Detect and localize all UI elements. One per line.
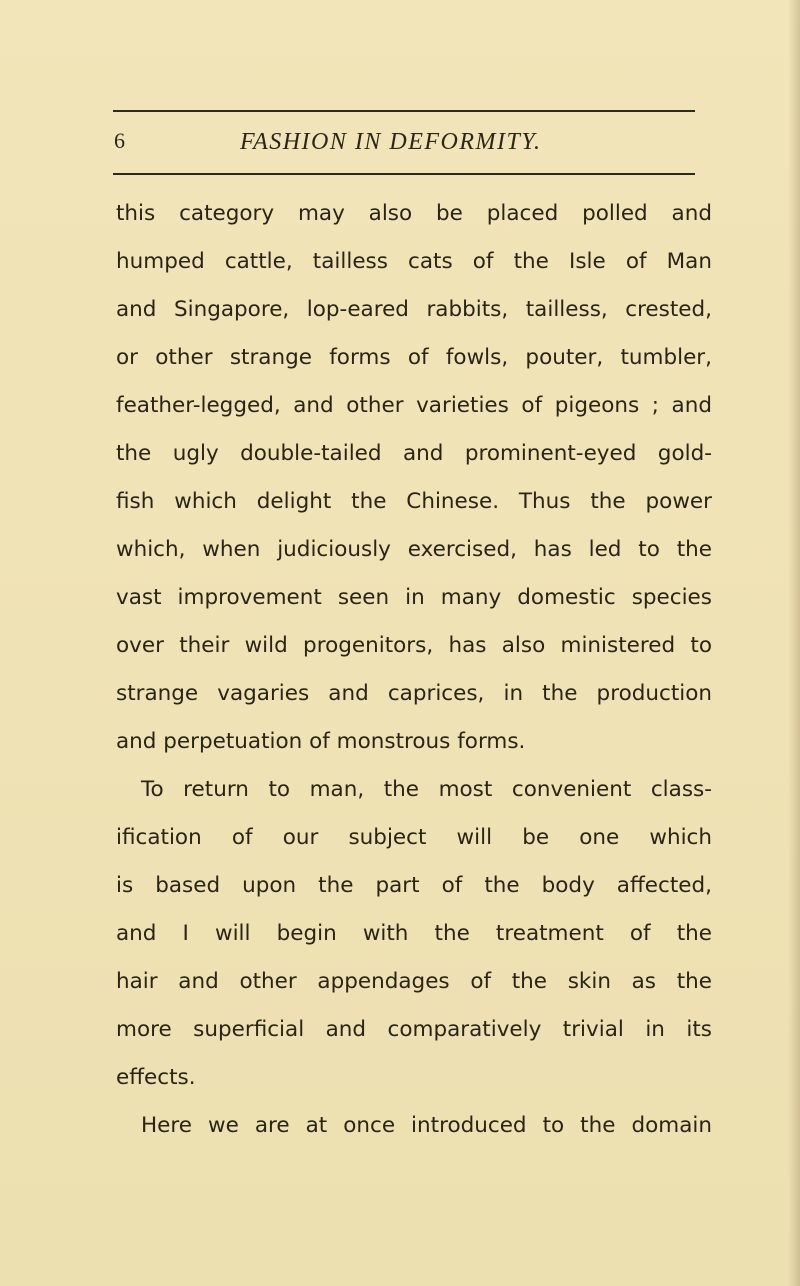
text-line: hair and other appendages of the skin as the: [116, 969, 712, 994]
body-text: [116, 190, 712, 1150]
text-line: vast improvement seen in many domestic species: [116, 585, 712, 610]
text-line-paragraph-start: Here we are at once introduced to the domain: [141, 1113, 712, 1138]
text-line: humped cattle, tailless cats of the Isle of Man: [116, 249, 712, 274]
header-rule-bottom: [113, 173, 695, 175]
text-line: ification of our subject will be one which: [116, 825, 712, 850]
text-line-paragraph-end: and perpetuation of monstrous forms.: [116, 729, 526, 754]
text-line-paragraph-end: effects.: [116, 1065, 196, 1090]
page-edge-shadow: [788, 0, 800, 1286]
text-line: is based upon the part of the body affected,: [116, 873, 712, 898]
text-line: and Singapore, lop-eared rabbits, tailless, crested,: [116, 297, 712, 322]
text-line: which, when judiciously exercised, has led to the: [116, 537, 712, 562]
running-title: FASHION IN DEFORMITY.: [240, 129, 542, 155]
page-number: 6: [114, 128, 125, 153]
text-line: more superficial and comparatively trivial in its: [116, 1017, 712, 1042]
text-line: over their wild progenitors, has also ministered to: [116, 633, 712, 658]
text-line: the ugly double-tailed and prominent-eyed gold-: [116, 441, 712, 466]
text-line: and I will begin with the treatment of the: [116, 921, 712, 946]
text-line: or other strange forms of fowls, pouter, tumbler,: [116, 345, 712, 370]
header-rule-top: [113, 110, 695, 112]
text-line: feather-legged, and other varieties of pigeons ; and: [116, 393, 712, 418]
text-line: this category may also be placed polled and: [116, 201, 712, 226]
text-line: strange vagaries and caprices, in the production: [116, 681, 712, 706]
text-line-paragraph-start: To return to man, the most convenient class-: [141, 777, 712, 802]
text-line: fish which delight the Chinese. Thus the power: [116, 489, 712, 514]
